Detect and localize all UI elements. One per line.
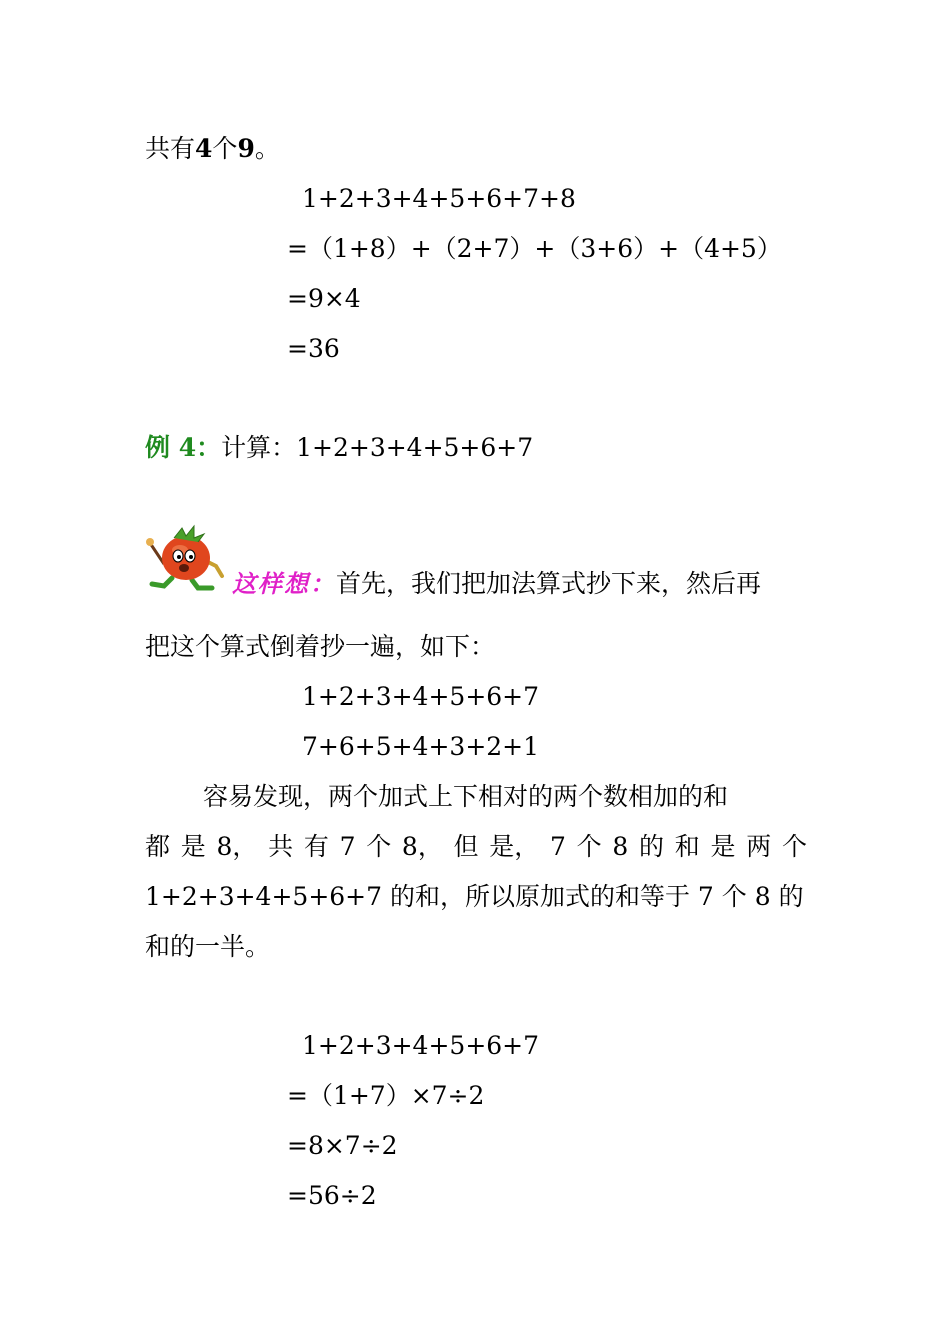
- think-text-1: 首先，我们把加法算式抄下来，然后再: [336, 569, 762, 598]
- explanation-token: 共: [268, 832, 294, 861]
- explanation-token: 个: [366, 832, 392, 861]
- calc2-line-3: =8×7÷2: [287, 1131, 398, 1160]
- explanation-token: 都: [145, 832, 171, 861]
- think-line-1: [232, 569, 761, 599]
- example-line: [145, 433, 533, 463]
- tomato-mascot-icon: [142, 520, 234, 592]
- calc1-line-2: =（1+8）+（2+7）+（3+6）+（4+5）: [287, 234, 782, 263]
- example-label: 例 4：: [145, 433, 222, 462]
- pair-forward: 1+2+3+4+5+6+7: [302, 682, 540, 711]
- intro-line: [145, 134, 280, 164]
- think-label: 这样想：: [232, 569, 336, 598]
- intro-number: 9: [237, 134, 255, 163]
- explanation-token: 的: [639, 832, 665, 861]
- explanation-token: 8: [612, 832, 629, 861]
- explanation-token: 和: [674, 832, 700, 861]
- intro-prefix: 共有: [145, 134, 196, 163]
- calc1-line-1: 1+2+3+4+5+6+7+8: [302, 184, 576, 213]
- intro-suffix: 。: [254, 134, 280, 163]
- explanation-line-1: 容易发现，两个加式上下相对的两个数相加的和: [203, 782, 729, 811]
- explanation-token: 7: [339, 832, 356, 861]
- calc2-line-2: =（1+7）×7÷2: [287, 1081, 485, 1110]
- example-prompt: 计算：1+2+3+4+5+6+7: [221, 433, 534, 462]
- explanation-token: 是: [180, 832, 206, 861]
- explanation-token: 7: [550, 832, 566, 861]
- calc2-line-1: 1+2+3+4+5+6+7: [302, 1031, 540, 1060]
- calc1-line-3: =9×4: [287, 284, 361, 313]
- explanation-token: 8，: [216, 832, 258, 861]
- think-line-2: 把这个算式倒着抄一遍，如下：: [145, 632, 496, 661]
- pair-reverse: 7+6+5+4+3+2+1: [302, 732, 540, 761]
- intro-count: 4: [195, 134, 213, 163]
- explanation-line-3: 1+2+3+4+5+6+7 的和，所以原加式的和等于 7 个 8 的: [145, 882, 804, 911]
- explanation-token: 个: [781, 832, 807, 861]
- explanation-token: 有: [303, 832, 329, 861]
- explanation-token: 个: [576, 832, 602, 861]
- calc1-line-4: =36: [287, 334, 340, 363]
- explanation-token: 两: [746, 832, 772, 861]
- explanation-token: 8，: [401, 832, 443, 861]
- intro-mid: 个: [212, 134, 238, 163]
- explanation-line-2: [145, 832, 807, 862]
- explanation-token: 是: [710, 832, 736, 861]
- explanation-line-4: 和的一半。: [145, 932, 271, 961]
- calc2-line-4: =56÷2: [287, 1181, 377, 1210]
- explanation-token: 但: [453, 832, 479, 861]
- explanation-token: 是，: [489, 832, 540, 861]
